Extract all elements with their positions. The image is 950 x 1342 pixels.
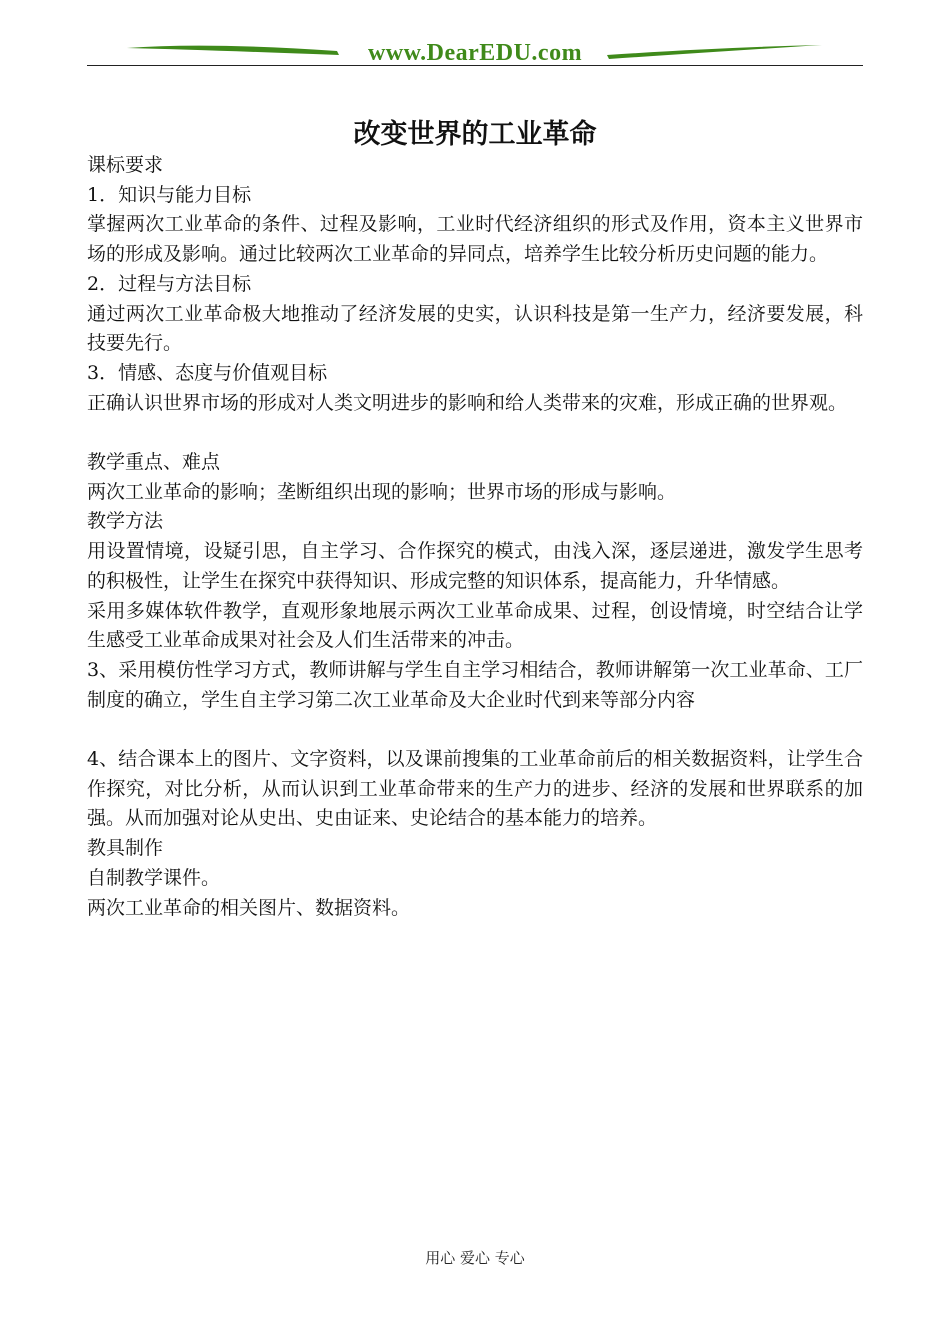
site-logo[interactable]: www.DearEDU.com [367,40,583,66]
paragraph: 3、采用模仿性学习方式，教师讲解与学生自主学习相结合，教师讲解第一次工业革命、工厂制度的确立，学生自主学习第二次工业革命及大企业时代到来等部分内容 [87,658,863,711]
footer-text: 用心 爱心 专心 [425,1249,525,1267]
paragraph: 正确认识世界市场的形成对人类文明进步的影响和给人类带来的灾难，形成正确的世界观。 [87,391,848,414]
paragraph: 两次工业革命的影响；垄断组织出现的影响；世界市场的形成与影响。 [87,480,677,503]
paragraph: 用设置情境，设疑引思，自主学习、合作探究的模式，由浅入深，逐层递进，激发学生思考的积极性，让学生在探究中获得知识、形成完整的知识体系，提高能力，升华情感。 [87,540,863,592]
paragraph: 教具制作 [87,837,164,860]
paragraph: 教学重点、难点 [87,451,221,474]
paragraph: 通过两次工业革命极大地推动了经济发展的史实，认识科技是第一生产力，经济要发展，科技要先行。 [87,302,863,355]
paragraph: 自制教学课件。 [87,866,221,889]
paragraph: 4、结合课本上的图片、文字资料，以及课前搜集的工业革命前后的相关数据资料，让学生合作探究，对比分析，从而认识到工业革命带来的生产力的进步、经济的发展和世界联系的加强。从而加强对论从史出、史由证来、史论结合的基本能力的培养。 [87,748,863,830]
paragraph: 教学方法 [87,510,164,533]
paragraph: 采用多媒体软件教学，直观形象地展示两次工业革命成果、过程，创设情境，时空结合让学生感受工业革命成果对社会及人们生活带来的冲击。 [87,599,863,652]
paragraph: 3．情感、态度与价值观目标 [87,361,328,384]
paragraph [87,715,863,745]
paragraph: 2．过程与方法目标 [87,272,252,295]
paragraph: 1．知识与能力目标 [87,183,252,206]
site-header [87,38,863,68]
header-divider [87,65,863,66]
paragraph: 课标要求 [87,154,164,176]
paragraph [87,418,863,448]
paragraph: 两次工业革命的相关图片、数据资料。 [87,896,411,919]
document-body [87,151,863,923]
paragraph: 掌握两次工业革命的条件、过程及影响，工业时代经济组织的形式及作用，资本主义世界市场的形成及影响。通过比较两次工业革命的异同点，培养学生比较分析历史问题的能力。 [87,213,863,266]
page-title: 改变世界的工业革命 [353,119,597,150]
